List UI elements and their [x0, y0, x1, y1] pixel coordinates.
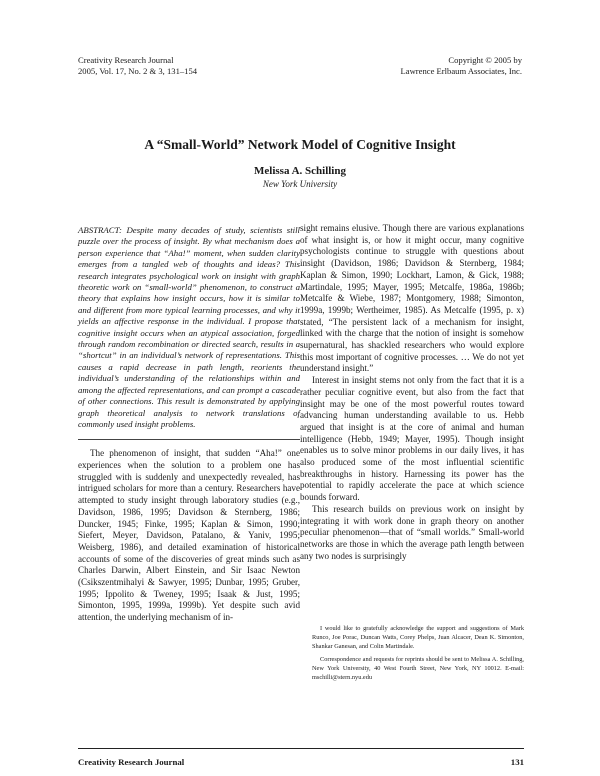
journal-name: Creativity Research Journal: [78, 55, 174, 65]
abstract: ABSTRACT: Despite many decades of study, scientists still puzzle over the process of insight. By what mechanism does a person experience that “Aha!” moment, when sudden clarity emerges from a tangled web of thoughts and ideas? This research integrates psychological work on insight with graph theoretic work on “small-world” phenomenon, to construct a theory that explains how insight occurs, how it is similar to and different from more typical learning processes, and why it yields an affective response in the individual. I propose that cognitive insight occurs when an atypical association, forged through random recombination or directed search, results in a “shortcut” in an individual’s network of representations. This causes a rapid decrease in path length, reorients the individual’s understanding of the relationships within and among the affected representations, and can prompt a cascade of other connections. This result is demonstrated by applying graph theoretical analysis to network translations of commonly used insight problems.: [78, 225, 300, 429]
running-header-left: [78, 55, 197, 77]
page-number: 131: [510, 757, 524, 767]
body-paragraph-4: This research builds on previous work on insight by integrating it with work done in graph theory on another peculiar phenomenon—that of “small worlds.” Small-world networks are those in which the average path length between any two nodes is surprisingly: [300, 503, 524, 561]
abstract-divider: [78, 439, 300, 440]
body-paragraph-3: Interest in insight stems not only from the fact that it is a rather peculiar cognitive event, but also from the fact that insight may be one of the most powerful routes toward advancing human understanding available to us. Hebb argued that insight is at the core of animal and human intelligence (Hebb, 1949; Mayer, 1995). Though insight enables us to solve minor problems in our daily lives, it has also produced some of the most influential scientific breakthroughs in history. Harnessing its power has the potential to rapidly accelerate the pace at which science bounds forward.: [300, 375, 524, 503]
publisher-line: Lawrence Erlbaum Associates, Inc.: [400, 66, 522, 76]
footnotes: [312, 624, 524, 686]
article-title: A “Small-World” Network Model of Cognitive Insight: [144, 137, 456, 152]
running-header-right: [401, 55, 522, 77]
footer-rule: [78, 748, 524, 749]
copyright-line: Copyright © 2005 by: [448, 55, 522, 65]
right-column: [300, 223, 524, 562]
footer-journal-name: Creativity Research Journal: [78, 757, 185, 767]
body-paragraph-1: The phenomenon of insight, that sudden “Aha!” one experiences when the solution to a problem one has struggled with is suddenly and unexpectedly revealed, has intrigued scholars for more than a century. Researchers have attempted to study insight through laboratory studies (e.g., Davidson, 1986, 1995; Davidson & Sternberg, 1986; Duncker, 1945; Finke, 1995; Kaplan & Simon, 1990; Siefert, Meyer, Davidson, Patalano, & Yaniv, 1995; Weisberg, 1986), and detailed examination of historical accounts of some of the discoveries of great minds such as Charles Darwin, Albert Einstein, and Sir Isaac Newton (Csikszentmihalyi & Sawyer, 1995; Dunbar, 1995; Gruber, 1995; Ippolito & Tweney, 1995; Isaak & Just, 1995; Simonton, 1995, 1999a, 1999b). Yet despite such avid attention, the underlying mechanism of in-: [78, 448, 300, 623]
left-column: [78, 225, 300, 624]
volume-info: 2005, Vol. 17, No. 2 & 3, 131–154: [78, 66, 198, 76]
author-name: Melissa A. Schilling: [254, 165, 346, 177]
author-affiliation: New York University: [262, 179, 338, 189]
correspondence-note: Correspondence and requests for reprints should be sent to Melissa A. Schilling, New York University, 40 West Fourth Street, New York, NY 10012. E-mail: mschilli@stern.nyu.edu: [312, 656, 524, 681]
acknowledgment-note: I would like to gratefully acknowledge the support and suggestions of Mark Runco, Joe Porac, Duncan Watts, Corey Phelps, Juan Alcacer, Dean K. Simonton, Shankar Ganesan, and Colin Martindale.: [312, 625, 524, 650]
body-paragraph-2: sight remains elusive. Though there are various explanations of what insight is, or how it might occur, many cognitive psychologists continue to struggle with questions about insight (Davidson, 1986; Davidson & Sternberg, 1984; Kaplan & Simon, 1990; Lockhart, Lamon, & Gick, 1988; Martindale, 1995; Mayer, 1995; Metcalfe, 1986a, 1986b; Metcalfe & Wiebe, 1987; Montgomery, 1988; Simonton, 1999a, 1999b; Wertheimer, 1985). As Metcalfe (1995, p. x) stated, “The persistent lack of a mechanism for insight, linked with the charge that the notion of insight is somehow supernatural, has shackled researchers who would explore this most important of cognitive processes. … We do not yet understand insight.”: [300, 223, 524, 374]
